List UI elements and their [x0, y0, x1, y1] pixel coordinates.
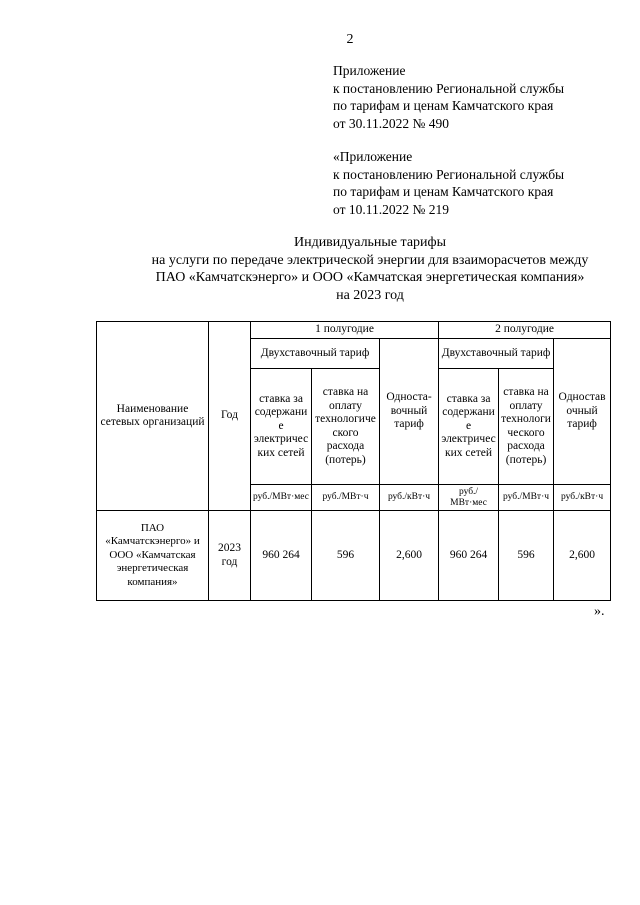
title-line: Индивидуальные тарифы [293, 235, 447, 250]
header-second-half: 2 полугодие [439, 322, 611, 339]
header-loss-rate-h2: ставка на оплату технологического расхода (потерь) [499, 369, 554, 485]
closing-quote: ». [594, 604, 605, 619]
unit-maintenance-h2: руб./МВт·мес [439, 485, 499, 511]
header-maintenance-rate-h1: ставка за содержание электрических сетей [251, 369, 312, 485]
annex-reference-current [333, 62, 564, 132]
row-maintenance-rate-h1: 960 264 [251, 511, 312, 601]
header-two-part-tariff-h1: Двухставочный тариф [251, 339, 380, 369]
unit-single-h1: руб./кВт·ч [380, 485, 439, 511]
annex-reference-amended [333, 148, 564, 218]
page-number: 2 [346, 32, 354, 47]
unit-loss-h1: руб./МВт·ч [312, 485, 380, 511]
header-single-rate-h1: Односта-вочный тариф [380, 339, 439, 485]
annex-line: по тарифам и ценам Камчатского края [333, 184, 554, 199]
row-single-rate-h1: 2,600 [380, 511, 439, 601]
annex-line: от 30.11.2022 № 490 [333, 115, 449, 131]
title-line: ПАО «Камчатскэнерго» и ООО «Камчатская энергетическая компания» [155, 270, 585, 285]
tariff-table [96, 321, 611, 601]
row-maintenance-rate-h2: 960 264 [439, 511, 499, 601]
row-loss-rate-h1: 596 [312, 511, 380, 601]
annex-line: «Приложение [333, 149, 413, 164]
header-first-half: 1 полугодие [251, 322, 439, 339]
annex-line: к постановлению Региональной службы [333, 80, 565, 96]
unit-single-h2: руб./кВт·ч [554, 485, 611, 511]
annex-line: по тарифам и ценам Камчатского края [333, 98, 554, 113]
annex-line: Приложение [333, 63, 406, 78]
document-title [40, 234, 640, 304]
title-line: на услуги по передаче электрической энергии для взаиморасчетов между [151, 252, 589, 268]
annex-line: к постановлению Региональной службы [333, 166, 565, 182]
row-year: 2023 год [209, 511, 251, 601]
header-year: Год [209, 322, 251, 511]
annex-line: от 10.11.2022 № 219 [333, 201, 449, 217]
unit-maintenance-h1: руб./МВт·мес [251, 485, 312, 511]
row-single-rate-h2: 2,600 [554, 511, 611, 601]
unit-loss-h2: руб./МВт·ч [499, 485, 554, 511]
header-loss-rate-h1: ставка на оплату технологического расхода (потерь) [312, 369, 380, 485]
header-maintenance-rate-h2: ставка за содержание электрических сетей [439, 369, 499, 485]
header-single-rate-h2: Одноставочный тариф [554, 339, 611, 485]
title-line: на 2023 год [336, 287, 404, 303]
header-organizations: Наименование сетевых организаций [97, 322, 209, 511]
row-loss-rate-h2: 596 [499, 511, 554, 601]
header-two-part-tariff-h2: Двухставочный тариф [439, 339, 554, 369]
row-organization: ПАО «Камчатскэнерго» и ООО «Камчатская энергетическая компания» [97, 511, 209, 601]
